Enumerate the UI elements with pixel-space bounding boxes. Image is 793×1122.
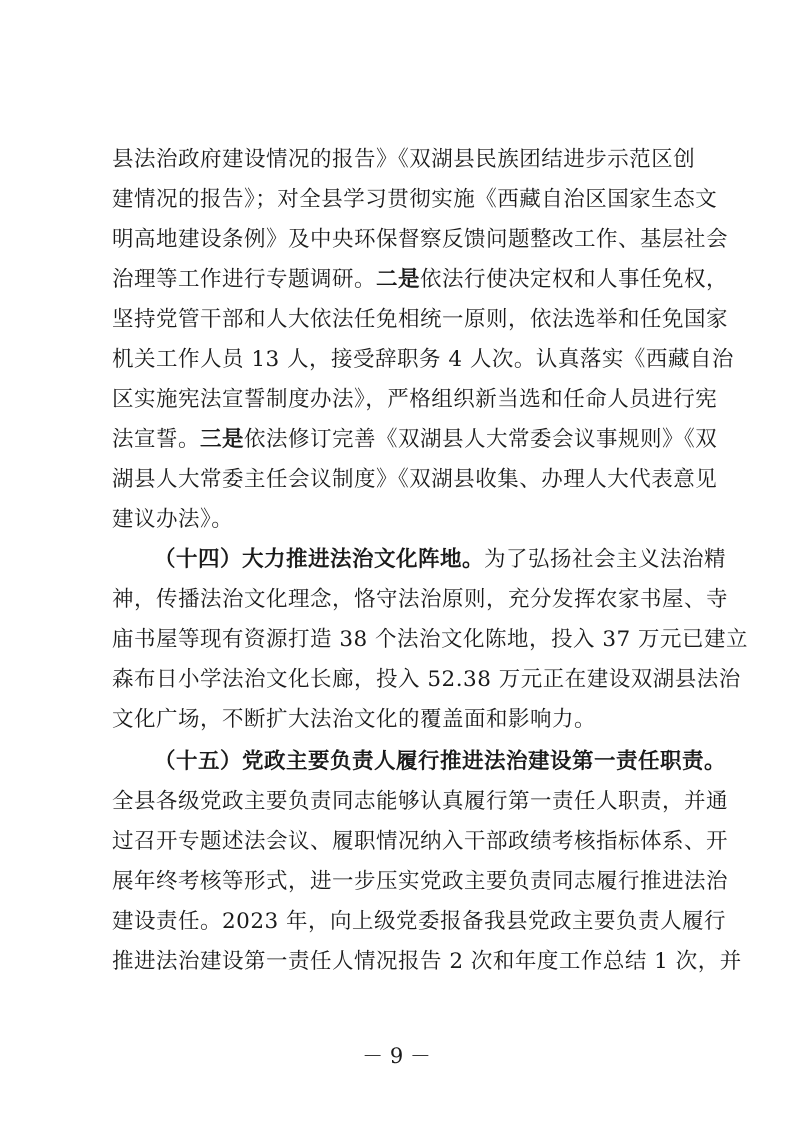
body-text-line bbox=[112, 420, 718, 460]
page-number: － 9 － bbox=[362, 1044, 431, 1068]
emphasis-marker-three: 三是 bbox=[200, 427, 245, 452]
body-text-line: 坚持党管干部和人大依法任免相统一原则，依法选举和任免国家 bbox=[112, 307, 729, 332]
body-text-line: 森布日小学法治文化长廊，投入 52.38 万元正在建设双湖县法治 bbox=[112, 667, 741, 692]
body-text-line: 机关工作人员 13 人，接受辞职务 4 人次。认真落实《西藏自治 bbox=[112, 347, 734, 372]
body-text-line: 明高地建设条例》及中央环保督察反馈问题整改工作、基层社会 bbox=[112, 227, 729, 252]
body-text-line bbox=[112, 260, 729, 300]
body-text-line: 湖县人大常委主任会议制度》《双湖县收集、办理人大代表意见 bbox=[112, 467, 718, 492]
body-text-line: 全县各级党政主要负责同志能够认真履行第一责任人职责，并通 bbox=[112, 789, 729, 814]
body-text-line: 建情况的报告》；对全县学习贯彻实施《西藏自治区国家生态文 bbox=[112, 187, 718, 212]
body-text-segment: 依法修订完善《双湖县人大常委会议事规则》《双 bbox=[244, 427, 718, 452]
body-text-line: 县法治政府建设情况的报告》《双湖县民族团结进步示范区创 bbox=[112, 147, 696, 172]
body-text-segment: 依法行使决定权和人事任免权， bbox=[420, 267, 729, 292]
body-text-line: 推进法治建设第一责任人情况报告 2 次和年度工作总结 1 次，并 bbox=[112, 949, 742, 974]
body-text-line: 过召开专题述法会议、履职情况纳入干部政绩考核指标体系、开 bbox=[112, 829, 729, 854]
body-text-line: 建设责任。2023 年，向上级党委报备我县党政主要负责人履行 bbox=[112, 909, 727, 934]
body-text-line: 文化广场，不断扩大法治文化的覆盖面和影响力。 bbox=[112, 707, 597, 732]
body-text-segment: 法宣誓。 bbox=[112, 427, 201, 452]
body-text-line: 建议办法》。 bbox=[112, 507, 234, 532]
body-text-line: 庙书屋等现有资源打造 38 个法治文化陈地，投入 37 万元已建立 bbox=[112, 627, 749, 652]
body-text-line: 展年终考核等形式，进一步压实党政主要负责同志履行推进法治 bbox=[112, 869, 729, 894]
section-heading-15: （十五）党政主要负责人履行推进法治建设第一责任职责。 bbox=[154, 749, 727, 774]
body-text-segment: 治理等工作进行专题调研。 bbox=[112, 267, 377, 292]
section-14-first-line bbox=[154, 540, 727, 580]
section-heading-14: （十四）大力推进法治文化阵地。 bbox=[154, 547, 485, 572]
body-text-line: 区实施宪法宣誓制度办法》，严格组织新当选和任命人员进行宪 bbox=[112, 387, 718, 412]
body-text-line: 神，传播法治文化理念，恪守法治原则，充分发挥农家书屋、寺 bbox=[112, 587, 729, 612]
section-15-first-line bbox=[154, 742, 727, 782]
body-text-segment: 为了弘扬社会主义法治精 bbox=[484, 547, 727, 572]
emphasis-marker-two: 二是 bbox=[376, 267, 421, 292]
